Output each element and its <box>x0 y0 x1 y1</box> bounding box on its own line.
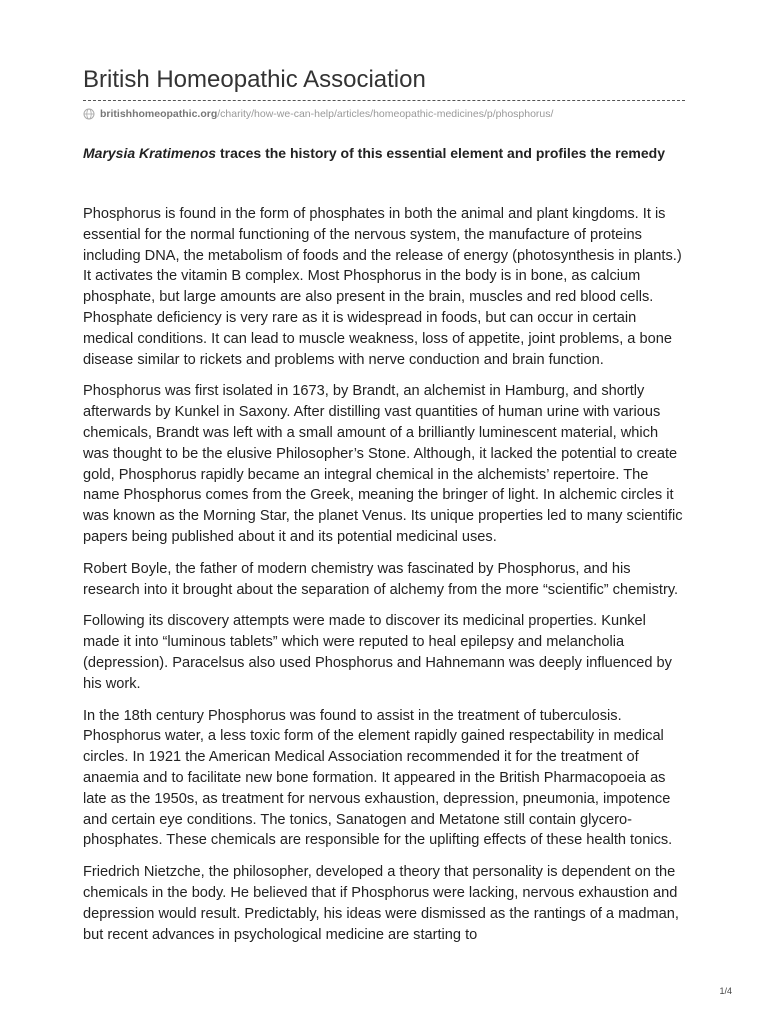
source-url[interactable] <box>83 108 553 120</box>
paragraph: Friedrich Nietzche, the philosopher, developed a theory that personality is dependent on the chemicals in the body. He believed that if Phosphorus were lacking, nervous exhaustion and depression would result. Predictably, his ideas were dismissed as the rantings of a madman, but recent advances in psychological medicine are starting to <box>83 864 679 943</box>
article-intro <box>83 143 685 164</box>
author-name: Marysia Kratimenos <box>83 145 217 161</box>
paragraph: Robert Boyle, the father of modern chemistry was fascinated by Phosphorus, and his research into it brought about the separation of alchemy from the more “scientific” chemistry. <box>83 560 679 598</box>
paragraph: In the 18th century Phosphorus was found to assist in the treatment of tuberculosis. Phosphorus water, a less toxic form of the element rapidly gained respectability in medical circles. In 1921 the American Medical Association recommended it for the treatment of anaemia and to facilitate new bone formation. It appeared in the British Pharmacopoeia as late as the 1950s, as treatment for nervous exhaustion, depression, pneumonia, impotence and certain eye conditions. The tonics, Sanatogen and Metatone still contain glycero-phosphates. These chemicals are responsible for the uplifting effects of these health tonics. <box>83 707 673 849</box>
source-domain[interactable]: britishhomeopathic.org <box>100 108 218 120</box>
intro-text: traces the history of this essential element and profiles the remedy <box>216 145 665 161</box>
page-indicator: 1/4 <box>719 986 732 996</box>
paragraph: Following its discovery attempts were made to discover its medicinal properties. Kunkel made it into “luminous tablets” which were reputed to heal epilepsy and melancholia (depression). Paracelsus also used Phosphorus and Hahnemann was deeply influenced by his work. <box>83 613 672 692</box>
paragraph: Phosphorus is found in the form of phosphates in both the animal and plant kingdoms. It is essential for the normal functioning of the nervous system, the manufacture of proteins including DNA, the metabolism of foods and the release of energy (photosynthesis in plants.) It activates the vitamin B complex. Most Phosphorus in the body is in bone, as calcium phosphate, but large amounts are also present in the brain, muscles and red blood cells. Phosphate deficiency is very rare as it is widespread in foods, but can occur in certain medical conditions. It can lead to muscle weakness, loss of appetite, joint problems, a bone disease similar to rickets and problems with nerve conduction and brain function. <box>83 206 682 368</box>
title-divider <box>83 100 685 101</box>
page-title: British Homeopathic Association <box>83 66 426 93</box>
globe-icon <box>83 108 95 120</box>
article-body <box>83 204 685 956</box>
source-path[interactable]: /charity/how-we-can-help/articles/homeopathic-medicines/p/phosphorus/ <box>217 108 554 120</box>
paragraph: Phosphorus was first isolated in 1673, by Brandt, an alchemist in Hamburg, and shortly afterwards by Kunkel in Saxony. After distilling vast quantities of human urine with various chemicals, Brandt was left with a small amount of a brilliantly luminescent material, which was thought to be the elusive Philosopher’s Stone. Although, it lacked the potential to create gold, Phosphorus rapidly became an integral chemical in the alchemists’ repertoire. The name Phosphorus comes from the Greek, meaning the bringer of light. In alchemic circles it was known as the Morning Star, the planet Venus. Its unique properties led to many scientific papers being published about it and its potential medicinal uses. <box>83 383 683 545</box>
